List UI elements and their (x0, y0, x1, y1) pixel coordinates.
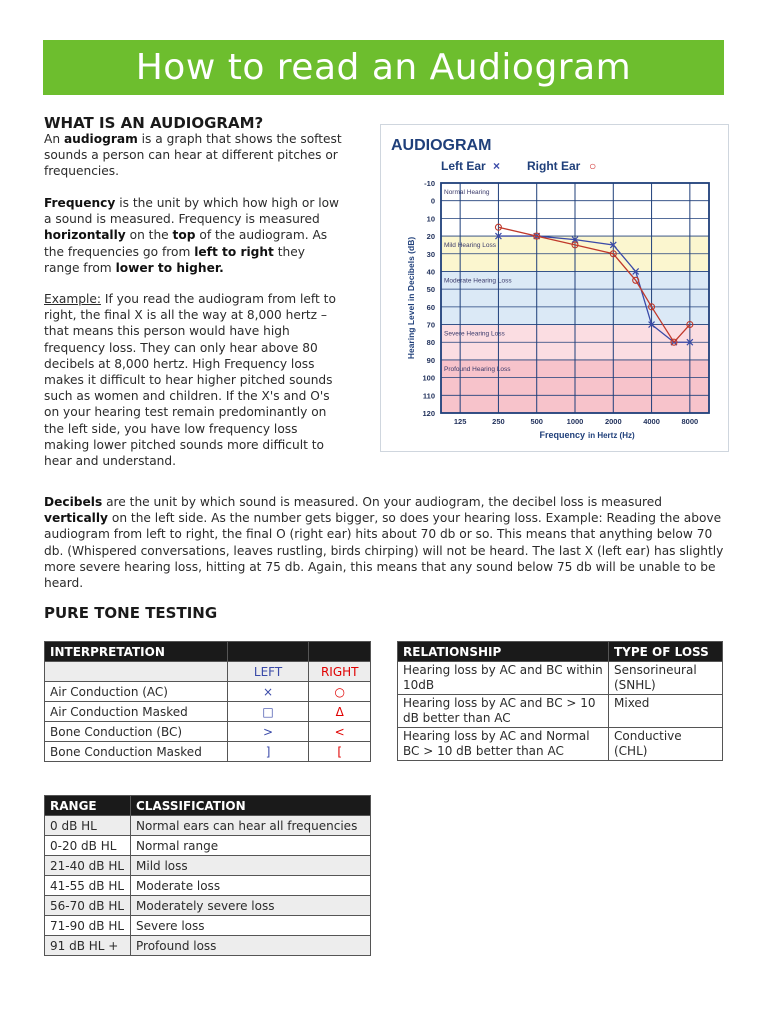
y-tick-label: 30 (426, 249, 435, 259)
symbol-label: Air Conduction Masked (45, 702, 228, 722)
relationship-cell: Hearing loss by AC and BC > 10 dB better than AC (398, 695, 609, 728)
relationship-rows (398, 662, 723, 761)
x-tick-label: 2000 (604, 417, 622, 426)
range-cell: 21-40 dB HL (45, 856, 131, 876)
y-tick-label: 90 (426, 355, 435, 365)
symbols-header: INTERPRETATION (45, 642, 228, 662)
range-cell: 91 dB HL + (45, 936, 131, 956)
table-row (45, 936, 371, 956)
legend-right-ear: Right Ear (527, 159, 581, 173)
paragraph-text: is the unit by which how high or low a sound is measured. Frequency is measured (44, 196, 340, 227)
x-tick-label: 4000 (643, 417, 660, 426)
range-cell: 41-55 dB HL (45, 876, 131, 896)
bold-term: vertically (44, 511, 108, 526)
band-label: Profound Hearing Loss (444, 365, 511, 373)
loss-type-cell: Mixed (609, 695, 723, 728)
right-symbol: < (309, 722, 371, 742)
table-row (45, 856, 371, 876)
y-tick-label: 100 (422, 373, 435, 383)
y-axis-label: Hearing Level in Decibels (dB) (406, 236, 416, 360)
x-tick-label: 500 (530, 417, 543, 426)
audiogram-svg (381, 125, 728, 451)
intro-paragraph (44, 131, 344, 180)
band-label: Moderate Hearing Loss (444, 277, 512, 285)
example-paragraph (44, 291, 344, 469)
symbols-subheader-blank (45, 662, 228, 682)
classification-cell: Mild loss (131, 856, 371, 876)
classification-cell: Moderate loss (131, 876, 371, 896)
right-symbol: [ (309, 742, 371, 762)
range-cell: 56-70 dB HL (45, 896, 131, 916)
relationship-table (397, 641, 723, 761)
range-rows (45, 816, 371, 956)
loss-type-header: TYPE OF LOSS (609, 642, 723, 662)
paragraph-text: of the audiogram. As the frequencies go from (44, 228, 328, 259)
range-cell: 71-90 dB HL (45, 916, 131, 936)
range-cell: 0-20 dB HL (45, 836, 131, 856)
classification-header: CLASSIFICATION (131, 796, 371, 816)
bold-term: audiogram (63, 132, 138, 146)
left-symbol: □ (227, 702, 309, 722)
loss-type-cell: Sensorineural (SNHL) (609, 662, 723, 695)
table-row (398, 695, 723, 728)
y-tick-label: 50 (426, 285, 435, 295)
bold-term: lower to higher. (115, 260, 224, 275)
band-label: Severe Hearing Loss (444, 330, 505, 338)
range-cell: 0 dB HL (45, 816, 131, 836)
y-tick-label: 60 (426, 302, 435, 312)
y-tick-label: 0 (430, 196, 435, 206)
col-right-label: RIGHT (309, 662, 371, 682)
legend-left-ear: Left Ear (441, 159, 486, 173)
section-heading-what-is: WHAT IS AN AUDIOGRAM? (44, 114, 264, 132)
legend-left-symbol: × (493, 159, 501, 173)
loss-type-cell: Conductive (CHL) (609, 728, 723, 761)
table-row (45, 916, 371, 936)
classification-cell: Profound loss (131, 936, 371, 956)
frequency-paragraph (44, 195, 344, 276)
paragraph-text: on the left side. As the number gets bigger, so does your hearing loss. Example: Reading the above audiogram from left to right, the final O (right ear) hits about 70 db or so. This means that anything below 70 db. (Whispered conversations, leaves rustling, birds chirping) will not be heard. The last X (left ear) has slightly more severe hearing loss, hitting at 75 db. Again, this means that any sound below 75 db will be unable to be heard. (44, 511, 724, 591)
left-symbol: ] (227, 742, 309, 762)
x-tick-label: 250 (492, 417, 505, 426)
classification-cell: Normal range (131, 836, 371, 856)
table-row (45, 682, 371, 702)
y-tick-label: 40 (426, 267, 435, 277)
y-tick-label: 70 (426, 320, 435, 330)
symbol-rows (45, 682, 371, 762)
table-row (45, 816, 371, 836)
x-axis-label-suffix: in Hertz (Hz) (588, 431, 635, 440)
table-row (45, 702, 371, 722)
table-row (398, 728, 723, 761)
relationship-cell: Hearing loss by AC and BC within 10dB (398, 662, 609, 695)
bold-term: horizontally (44, 228, 126, 243)
paragraph-text: they range from (44, 244, 305, 275)
relationship-header: RELATIONSHIP (398, 642, 609, 662)
relationship-cell: Hearing loss by AC and Normal BC > 10 dB better than AC (398, 728, 609, 761)
bold-term: Decibels (44, 495, 103, 509)
y-tick-label: 80 (426, 338, 435, 348)
right-symbol: ○ (309, 682, 371, 702)
right-symbol: Δ (309, 702, 371, 722)
bold-term: left to right (194, 244, 274, 259)
bold-term: Frequency (44, 196, 116, 210)
paragraph-text: on the (125, 228, 173, 243)
classification-cell: Severe loss (131, 916, 371, 936)
bold-term: top (172, 228, 196, 243)
left-symbol: > (227, 722, 309, 742)
left-symbol: × (227, 682, 309, 702)
x-tick-label: 8000 (681, 417, 699, 426)
y-tick-label: 10 (426, 214, 435, 224)
x-axis-label: Frequency (539, 430, 585, 440)
symbol-label: Bone Conduction Masked (45, 742, 228, 762)
range-table (44, 795, 371, 956)
symbol-label: Bone Conduction (BC) (45, 722, 228, 742)
y-tick-label: 120 (422, 409, 435, 418)
decibels-paragraph (44, 494, 724, 591)
example-label: Example: (44, 292, 101, 306)
legend-right-symbol: ○ (589, 159, 597, 173)
band-label: Mild Hearing Loss (444, 242, 497, 250)
symbols-header-blank2 (309, 642, 371, 662)
audiogram-chart (380, 124, 729, 452)
example-text: If you read the audiogram from left to right, the final X is all the way at 8,000 hertz – that means this person would have high frequency loss. They can only hear above 80 decibels at 8,000 hertz. High Frequency loss makes it difficult to hear higher pitched sounds such as women and children. If the X's and O's on your hearing test remain predominantly on the left side, you have low frequency loss making lower pitched sounds more difficult to hear and understand. (44, 292, 336, 469)
section-heading-pure-tone: PURE TONE TESTING (44, 604, 218, 622)
band-label: Normal Hearing (444, 189, 490, 196)
table-row (45, 876, 371, 896)
table-row (45, 742, 371, 762)
col-left-label: LEFT (227, 662, 309, 682)
symbols-header-blank (227, 642, 309, 662)
range-header: RANGE (45, 796, 131, 816)
table-row (45, 896, 371, 916)
symbol-label: Air Conduction (AC) (45, 682, 228, 702)
page-title: How to read an Audiogram (43, 40, 724, 95)
paragraph-text: are the unit by which sound is measured. On your audiogram, the decibel loss is measured (102, 495, 663, 509)
chart-title: AUDIOGRAM (391, 137, 492, 154)
y-tick-label: 20 (426, 232, 435, 242)
symbols-table (44, 641, 371, 762)
paragraph-text: An (44, 132, 64, 146)
classification-cell: Moderately severe loss (131, 896, 371, 916)
paragraph-text: is a graph that shows the softest sounds a person can hear at different pitches or frequencies. (44, 132, 342, 179)
y-tick-label: 110 (422, 391, 435, 401)
table-row (45, 836, 371, 856)
table-row (398, 662, 723, 695)
classification-cell: Normal ears can hear all frequencies (131, 816, 371, 836)
table-row (45, 722, 371, 742)
y-tick-label: -10 (424, 179, 435, 188)
x-tick-label: 1000 (566, 417, 584, 426)
x-tick-label: 125 (453, 417, 467, 426)
